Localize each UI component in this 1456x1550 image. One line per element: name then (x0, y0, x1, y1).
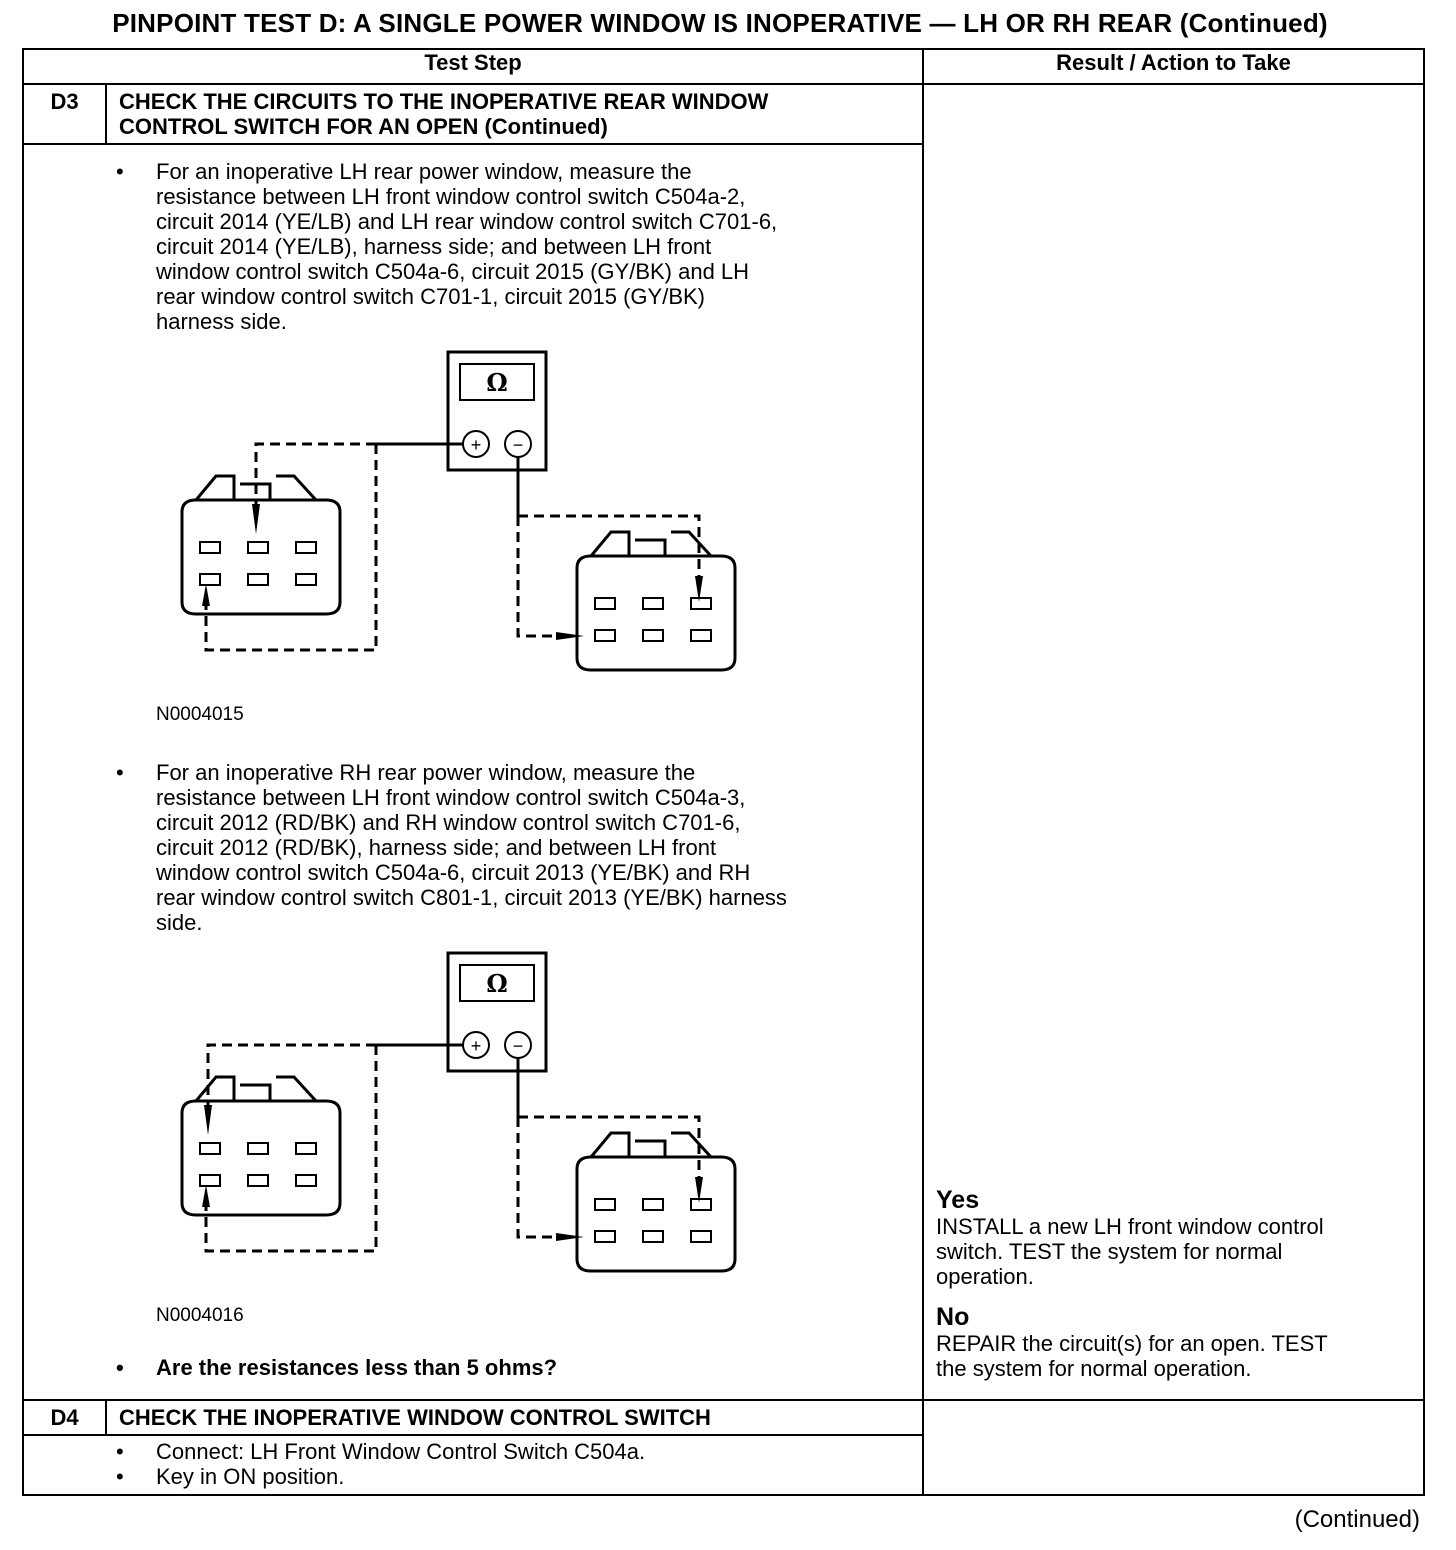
text-line: circuit 2014 (YE/LB), harness side; and between LH front (156, 234, 712, 259)
bullet-rh-rear (24, 760, 922, 935)
text-line: side. (156, 910, 203, 935)
page-title: PINPOINT TEST D: A SINGLE POWER WINDOW IS INOPERATIVE — LH OR RH REAR (Continued) (112, 8, 1328, 38)
figure-rh-rear-diagram (156, 935, 922, 1305)
step-d3-title (106, 84, 923, 144)
ohm-symbol: Ω (486, 969, 508, 998)
probe-icon (252, 504, 260, 534)
step-d4-title: CHECK THE INOPERATIVE WINDOW CONTROL SWITCH (106, 1400, 923, 1435)
result-yes (936, 1187, 1403, 1289)
text-line: circuit 2012 (RD/BK), harness side; and between LH front (156, 835, 717, 860)
table-header-row (23, 49, 1424, 84)
text-line: resistance between LH front window control switch C504a-2, (156, 184, 746, 209)
bullet-icon: • (116, 1439, 124, 1464)
text-line: circuit 2014 (YE/LB) and LH rear window control switch C701-6, (156, 209, 778, 234)
header-result: Result / Action to Take (923, 49, 1424, 84)
bullet-icon: • (116, 1464, 124, 1489)
bullet-lh-rear (24, 159, 922, 334)
step-id-d3: D3 (23, 84, 106, 144)
text-line: rear window control switch C801-1, circuit 2013 (YE/BK) harness (156, 885, 787, 910)
ohmmeter-connector-diagram-2 (156, 935, 796, 1305)
result-yes-heading: Yes (936, 1186, 980, 1214)
pinpoint-table (22, 48, 1425, 1496)
figure-id-1: N0004015 (156, 704, 244, 725)
bullet-question (24, 1355, 922, 1380)
probe-icon (556, 632, 584, 640)
step-d4-body (23, 1435, 923, 1495)
figure-id-2: N0004016 (156, 1305, 244, 1326)
step-d3-body (23, 144, 923, 1400)
step-id-d4: D4 (23, 1400, 106, 1435)
result-no-line1: REPAIR the circuit(s) for an open. TEST (936, 1331, 1328, 1356)
step-d3-title-row (23, 84, 1424, 144)
text-line: rear window control switch C701-1, circuit 2015 (GY/BK) (156, 284, 705, 309)
minus-terminal-label: − (512, 1036, 524, 1056)
text-line: harness side. (156, 309, 287, 334)
result-yes-line3: operation. (936, 1264, 1034, 1289)
probe-icon (204, 1105, 212, 1135)
step-d3-result (923, 84, 1424, 1400)
text-line: circuit 2012 (RD/BK) and RH window control switch C701-6, (156, 810, 741, 835)
probe-icon (556, 1233, 584, 1241)
question-text: Are the resistances less than 5 ohms? (156, 1355, 558, 1380)
text-line: Key in ON position. (156, 1464, 345, 1489)
step-d3-title-line1: CHECK THE CIRCUITS TO THE INOPERATIVE REAR WINDOW (119, 89, 769, 114)
header-test-step: Test Step (23, 49, 923, 84)
text-line: resistance between LH front window control switch C504a-3, (156, 785, 746, 810)
connector-icon (577, 1133, 735, 1271)
plus-terminal-label: + (470, 435, 482, 455)
bullet-icon: • (116, 1355, 124, 1380)
connector-icon (577, 532, 735, 670)
step-d4-result (923, 1400, 1424, 1495)
step-d3-title-line2: CONTROL SWITCH FOR AN OPEN (Continued) (119, 114, 608, 139)
continued-label: (Continued) (1294, 1506, 1420, 1533)
plus-terminal-label: + (470, 1036, 482, 1056)
result-no-heading: No (936, 1303, 970, 1331)
probe-icon (202, 1185, 210, 1207)
bullet-icon: • (116, 760, 124, 785)
text-line: Connect: LH Front Window Control Switch C504a. (156, 1439, 646, 1464)
text-line: For an inoperative RH rear power window, measure the (156, 760, 696, 785)
result-no (936, 1304, 1403, 1381)
text-line: For an inoperative LH rear power window, measure the (156, 159, 692, 184)
result-yes-line2: switch. TEST the system for normal (936, 1239, 1283, 1264)
text-line: window control switch C504a-6, circuit 2015 (GY/BK) and LH (156, 259, 750, 284)
step-d4-title-row (23, 1400, 1424, 1435)
bullet-icon: • (116, 159, 124, 184)
result-no-line2: the system for normal operation. (936, 1356, 1252, 1381)
text-line: window control switch C504a-6, circuit 2013 (YE/BK) and RH (156, 860, 751, 885)
minus-terminal-label: − (512, 435, 524, 455)
bullet-connect (24, 1439, 922, 1464)
result-yes-line1: INSTALL a new LH front window control (936, 1214, 1324, 1239)
ohmmeter-connector-diagram-1 (156, 334, 796, 704)
ohm-symbol: Ω (486, 368, 508, 397)
probe-icon (202, 584, 210, 606)
figure-lh-rear-diagram (156, 334, 922, 704)
bullet-key-on (24, 1464, 922, 1489)
